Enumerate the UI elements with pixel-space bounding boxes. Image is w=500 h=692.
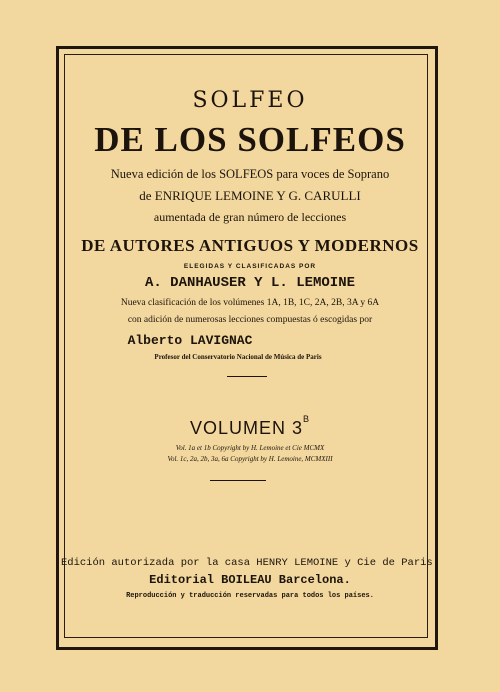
copyright-line-2: Vol. 1c, 2a, 2b, 3a, 6a Copyright by H. Lemoine, MCMXIII bbox=[167, 455, 333, 463]
augmented-note: aumentada de gran número de lecciones bbox=[153, 210, 347, 224]
rights-reserved: Reproducción y traducción reservadas para todos los países. bbox=[126, 592, 374, 600]
addition-note: con adición de numerosas lecciones compuestas ó escogidas por bbox=[127, 315, 373, 325]
copyright-line-1: Vol. 1a et 1b Copyright by H. Lemoine et Cie MCMX bbox=[175, 444, 325, 452]
author-name: Alberto LAVIGNAC bbox=[127, 333, 253, 348]
authorized-edition: Edición autorizada por la casa HENRY LEMOINE y Cie de Paris. bbox=[60, 557, 440, 569]
chosen-by: ELEGIDAS Y CLASIFICADAS POR bbox=[183, 263, 317, 270]
author-title: Profesor del Conservatorio Nacional de Música de Paris bbox=[154, 353, 322, 361]
volume-label: VOLUMEN 3 bbox=[189, 418, 303, 438]
title-de-los-solfeos: DE LOS SOLFEOS bbox=[94, 120, 406, 159]
divider-rule-bottom bbox=[210, 480, 266, 481]
old-modern-authors: DE AUTORES ANTIGUOS Y MODERNOS bbox=[81, 236, 419, 255]
title-solfeo: SOLFEO bbox=[192, 88, 308, 113]
divider-rule-top bbox=[227, 376, 267, 377]
volume-superscript: B bbox=[303, 414, 311, 424]
editors: A. DANHAUSER Y L. LEMOINE bbox=[144, 275, 356, 291]
original-authors: de ENRIQUE LEMOINE Y G. CARULLI bbox=[139, 188, 361, 203]
classification-note: Nueva clasificación de los volúmenes 1A, 1B, 1C, 2A, 2B, 3A y 6A bbox=[120, 298, 380, 308]
volume-heading bbox=[0, 414, 500, 439]
publisher: Editorial BOILEAU Barcelona. bbox=[149, 573, 351, 587]
subtitle: Nueva edición de los SOLFEOS para voces de Soprano bbox=[110, 167, 390, 181]
